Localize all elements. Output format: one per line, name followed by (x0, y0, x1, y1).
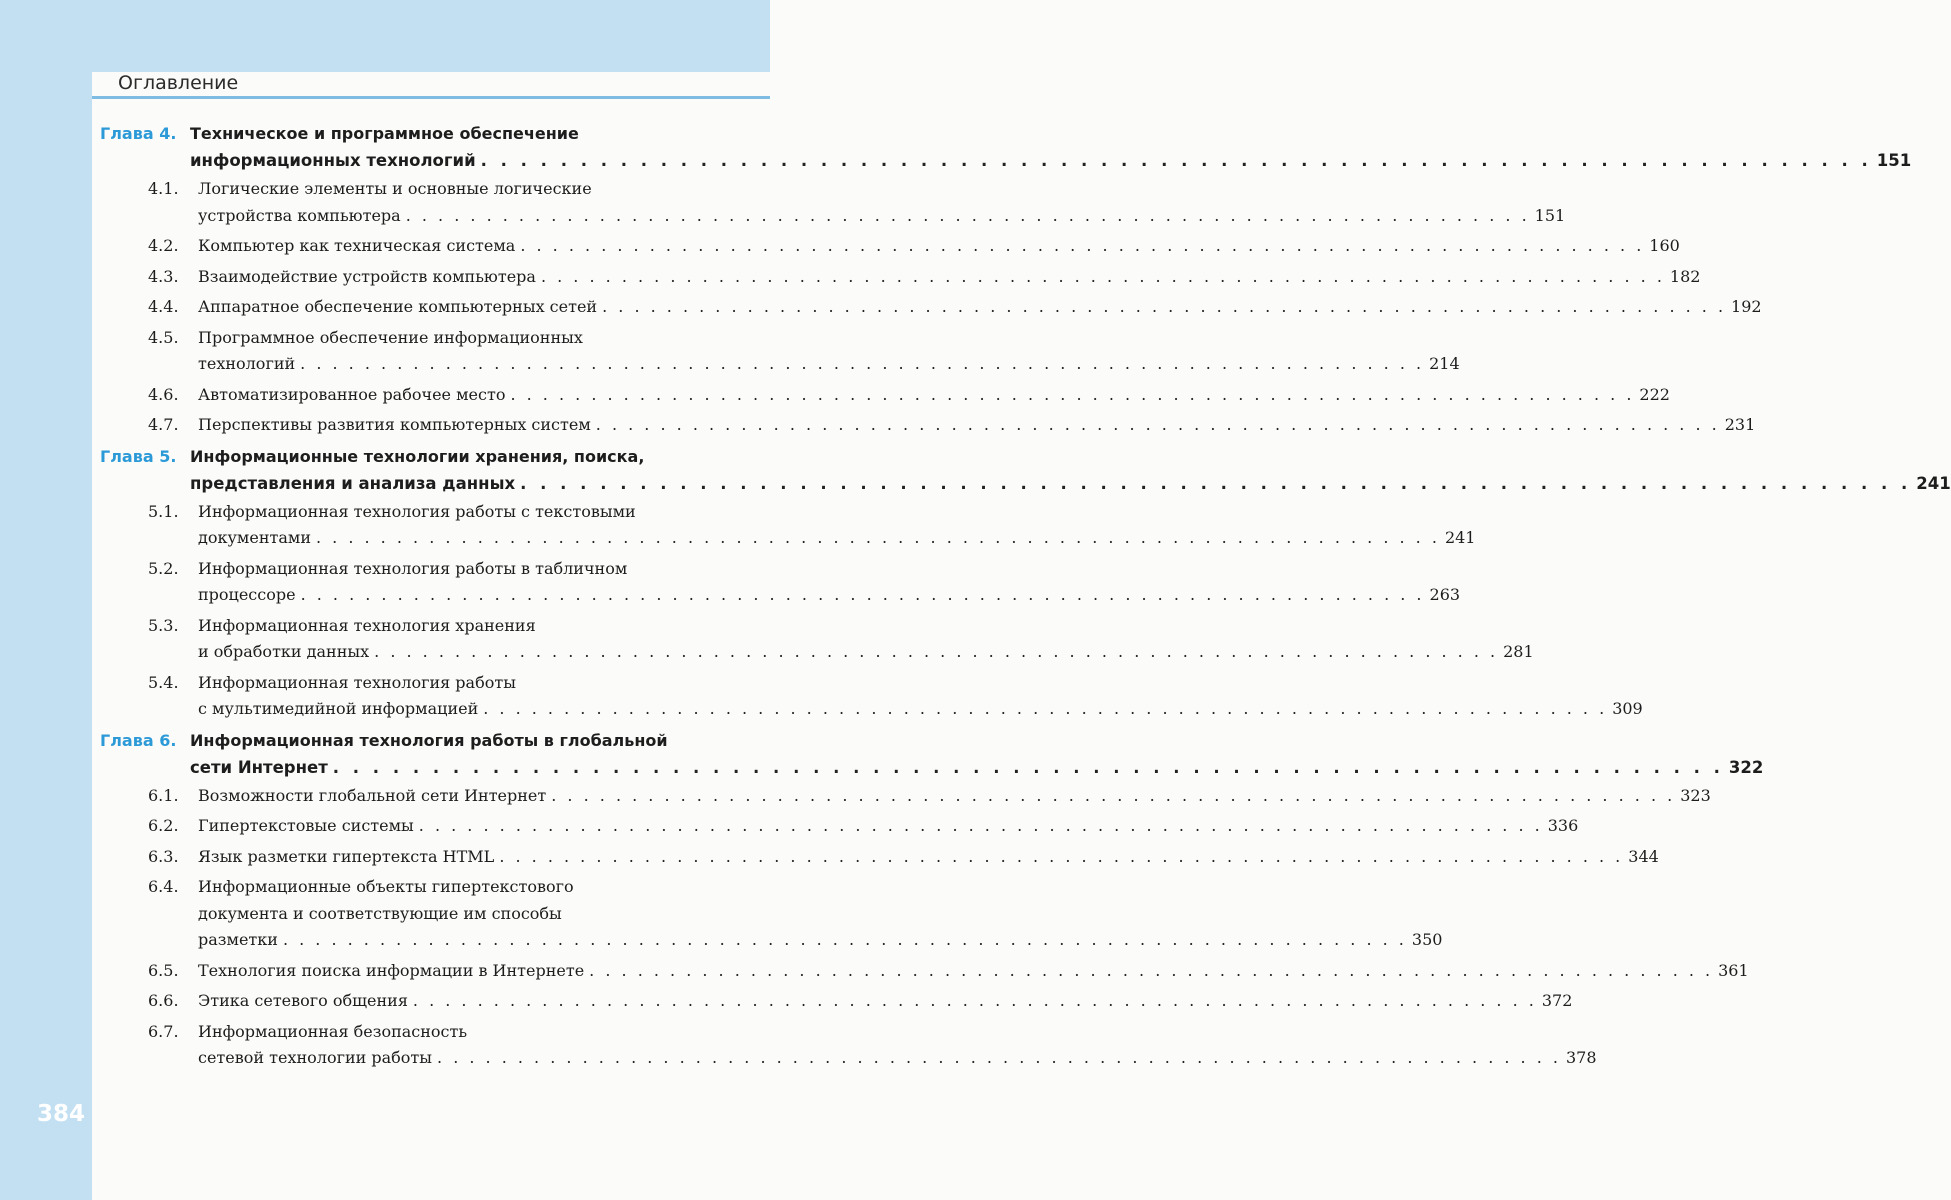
chapter-title-line: Информационная технология работы в глобальной (190, 730, 668, 750)
page-ref: 336 (1547, 816, 1579, 835)
section-title-text: Перспективы развития компьютерных систем (198, 415, 591, 434)
dot-leader: . . . . . . . . . . . . . . . . . . . . . . . . . . . . . . . . . . . . . . . . . . . . . . . . . . . . . . . . . . . . . . . . . . . . . . (520, 473, 1912, 493)
section-title-last-line[interactable] (198, 1045, 1597, 1072)
page-ref: 182 (1669, 266, 1701, 286)
section-title-line: Информационная технология работы с текстовыми (198, 501, 636, 521)
section-number: 6.4. (148, 877, 179, 896)
section-entry (100, 233, 1680, 260)
header-rule (92, 96, 770, 99)
section-title-text: технологий (198, 354, 296, 373)
section-title-text: с мультимедийной информацией (198, 699, 479, 718)
section-title-line: Информационная технология хранения (198, 615, 536, 635)
section-title-last-line[interactable] (198, 351, 1460, 378)
dot-leader: . . . . . . . . . . . . . . . . . . . . . . . . . . . . . . . . . . . . . . . . . . . . . . . . . . . . . . . . . . . . . . . . . . . . . . (551, 785, 1676, 805)
section-entry (100, 1019, 1597, 1072)
page-ref: 350 (1411, 930, 1443, 949)
section-title-last-line[interactable] (198, 783, 1711, 810)
dot-leader: . . . . . . . . . . . . . . . . . . . . . . . . . . . . . . . . . . . . . . . . . . . . . . . . . . . . . . . . . . . . . . . . . . . . . . (540, 266, 1665, 286)
section-entry (100, 958, 1749, 985)
section-entry (100, 382, 1670, 409)
dot-leader: . . . . . . . . . . . . . . . . . . . . . . . . . . . . . . . . . . . . . . . . . . . . . . . . . . . . . . . . . . . . . . . . . . . . . . (589, 960, 1714, 980)
dot-leader: . . . . . . . . . . . . . . . . . . . . . . . . . . . . . . . . . . . . . . . . . . . . . . . . . . . . . . . . . . . . . . . . . . . . . . (374, 642, 1499, 661)
section-title-last-line[interactable] (198, 233, 1680, 260)
section-entry (100, 556, 1461, 609)
section-title-text: Этика сетевого общения (198, 991, 408, 1010)
section-title-text: Гипертекстовые системы (198, 816, 414, 835)
dot-leader: . . . . . . . . . . . . . . . . . . . . . . . . . . . . . . . . . . . . . . . . . . . . . . . . . . . . . . . . . . . . . . . . . . . . . . (300, 354, 1425, 373)
section-number: 4.7. (148, 415, 179, 434)
section-title-text: документами (198, 528, 311, 547)
section-number: 6.6. (148, 991, 179, 1010)
section-entry (100, 325, 1460, 378)
section-title-text: Аппаратное обеспечение компьютерных сетей (198, 297, 598, 316)
page-ref: 361 (1718, 960, 1749, 980)
section-number: 6.1. (148, 785, 179, 805)
dot-leader: . . . . . . . . . . . . . . . . . . . . . . . . . . . . . . . . . . . . . . . . . . . . . . . . . . . . . . . . . . . . . . . . . . . . . . (418, 816, 1543, 835)
section-number: 6.5. (148, 960, 179, 980)
section-title-line: Информационная технология работы (198, 672, 516, 692)
dot-leader: . . . . . . . . . . . . . . . . . . . . . . . . . . . . . . . . . . . . . . . . . . . . . . . . . . . . . . . . . . . . . . . . . . . . . . (437, 1048, 1561, 1067)
section-number: 4.5. (148, 327, 179, 347)
page-ref: 241 (1916, 473, 1951, 493)
dot-leader: . . . . . . . . . . . . . . . . . . . . . . . . . . . . . . . . . . . . . . . . . . . . . . . . . . . . . . . . . . . . . . . . . . . . . . (499, 846, 1624, 866)
section-title-last-line[interactable] (198, 203, 1566, 230)
section-title-last-line[interactable] (198, 525, 1476, 552)
dot-leader: . . . . . . . . . . . . . . . . . . . . . . . . . . . . . . . . . . . . . . . . . . . . . . . . . . . . . . . . . . . . . . . . . . . . . . (510, 384, 1635, 404)
section-title-last-line[interactable] (198, 696, 1643, 723)
section-entry (100, 294, 1762, 321)
section-title-line: Информационная технология работы в табличном (198, 558, 628, 578)
top-color-band (0, 0, 770, 72)
section-number: 5.4. (148, 672, 179, 692)
section-entry (100, 813, 1579, 840)
dot-leader: . . . . . . . . . . . . . . . . . . . . . . . . . . . . . . . . . . . . . . . . . . . . . . . . . . . . . . . . . . . . . . . . . . . . . . (300, 585, 1425, 604)
dot-leader: . . . . . . . . . . . . . . . . . . . . . . . . . . . . . . . . . . . . . . . . . . . . . . . . . . . . . . . . . . . . . . . . . . . . . . (520, 236, 1645, 255)
section-entry (100, 412, 1756, 439)
section-title-last-line[interactable] (198, 988, 1573, 1015)
section-title-last-line[interactable] (198, 927, 1443, 954)
chapter-title-text: представления и анализа данных (190, 473, 516, 493)
dot-leader: . . . . . . . . . . . . . . . . . . . . . . . . . . . . . . . . . . . . . . . . . . . . . . . . . . . . . . . . . . . . . . . . . . . . . . (315, 528, 1440, 547)
dot-leader: . . . . . . . . . . . . . . . . . . . . . . . . . . . . . . . . . . . . . . . . . . . . . . . . . . . . . . . . . . . . . . . . . . . . . . (602, 297, 1727, 316)
section-title-text: Технология поиска информации в Интернете (198, 960, 585, 980)
chapter-title-last-line[interactable] (190, 147, 1912, 174)
left-color-band (0, 0, 92, 1200)
section-title-text: Компьютер как техническая система (198, 236, 516, 255)
section-entry (100, 613, 1534, 666)
section-title-last-line[interactable] (198, 294, 1762, 321)
section-title-text: сетевой технологии работы (198, 1048, 433, 1067)
section-number: 4.1. (148, 179, 179, 198)
section-number: 5.1. (148, 501, 179, 521)
chapter-label: Глава 5. (100, 446, 177, 466)
section-title-last-line[interactable] (198, 264, 1701, 291)
page-ref: 214 (1429, 354, 1460, 373)
section-entry (100, 670, 1643, 723)
page-ref: 241 (1444, 528, 1476, 547)
chapter-title-line: Техническое и программное обеспечение (190, 124, 579, 143)
page-ref: 281 (1503, 642, 1534, 661)
section-title-text: Возможности глобальной сети Интернет (198, 785, 547, 805)
dot-leader: . . . . . . . . . . . . . . . . . . . . . . . . . . . . . . . . . . . . . . . . . . . . . . . . . . . . . . . . . . . . . . . . . . . . . . (332, 757, 1724, 777)
section-number: 4.3. (148, 266, 179, 286)
page-number: 384 (37, 1101, 86, 1127)
section-number: 5.2. (148, 558, 179, 578)
page-ref: 151 (1534, 205, 1566, 225)
dot-leader: . . . . . . . . . . . . . . . . . . . . . . . . . . . . . . . . . . . . . . . . . . . . . . . . . . . . . . . . . . . . . . . . . . . . . . (480, 151, 1872, 170)
section-title-text: устройства компьютера (198, 205, 401, 225)
section-title-last-line[interactable] (198, 582, 1461, 609)
dot-leader: . . . . . . . . . . . . . . . . . . . . . . . . . . . . . . . . . . . . . . . . . . . . . . . . . . . . . . . . . . . . . . . . . . . . . . (405, 205, 1530, 225)
page-ref: 344 (1628, 846, 1659, 866)
page-ref: 322 (1728, 757, 1764, 777)
section-title-last-line[interactable] (198, 958, 1749, 985)
section-title-last-line[interactable] (198, 639, 1534, 666)
chapter-entry (100, 120, 1912, 174)
section-number: 4.4. (148, 297, 179, 316)
section-title-line: Информационная безопасность (198, 1021, 468, 1041)
section-title-last-line[interactable] (198, 382, 1670, 409)
chapter-label: Глава 4. (100, 124, 177, 143)
chapter-entry (100, 443, 1951, 497)
section-title-line: Информационные объекты гипертекстового (198, 877, 574, 896)
section-number: 4.2. (148, 236, 179, 255)
section-entry (100, 176, 1566, 229)
page-ref: 222 (1639, 384, 1670, 404)
chapter-title-last-line[interactable] (190, 470, 1951, 497)
section-title-last-line[interactable] (198, 844, 1659, 871)
section-number: 6.2. (148, 816, 179, 835)
table-of-contents (100, 120, 1951, 1076)
page-ref: 263 (1429, 585, 1461, 604)
section-title-text: Взаимодействие устройств компьютера (198, 266, 536, 286)
dot-leader: . . . . . . . . . . . . . . . . . . . . . . . . . . . . . . . . . . . . . . . . . . . . . . . . . . . . . . . . . . . . . . . . . . . . . . (282, 930, 1407, 949)
page-ref: 160 (1649, 236, 1680, 255)
section-entry (100, 264, 1701, 291)
page-ref: 192 (1731, 297, 1762, 316)
section-title-line: Программное обеспечение информационных (198, 327, 583, 347)
chapter-title-line: Информационные технологии хранения, поиска, (190, 446, 645, 466)
chapter-title-last-line[interactable] (190, 754, 1764, 781)
page-ref: 378 (1565, 1048, 1597, 1067)
section-title-text: Автоматизированное рабочее место (198, 384, 506, 404)
section-title-text: Язык разметки гипертекста HTML (198, 846, 495, 866)
section-entry (100, 499, 1476, 552)
section-title-line: документа и соответствующие им способы (198, 903, 562, 923)
dot-leader: . . . . . . . . . . . . . . . . . . . . . . . . . . . . . . . . . . . . . . . . . . . . . . . . . . . . . . . . . . . . . . . . . . . . . . (483, 699, 1608, 718)
section-title-text: процессоре (198, 585, 296, 604)
running-head-title: Оглавление (118, 72, 239, 94)
section-number: 5.3. (148, 615, 179, 635)
page-ref: 309 (1612, 699, 1643, 718)
section-entry (100, 874, 1443, 954)
section-title-text: разметки (198, 930, 278, 949)
page-ref: 372 (1541, 991, 1573, 1010)
section-entry (100, 988, 1573, 1015)
dot-leader: . . . . . . . . . . . . . . . . . . . . . . . . . . . . . . . . . . . . . . . . . . . . . . . . . . . . . . . . . . . . . . . . . . . . . . (595, 415, 1720, 434)
chapter-label: Глава 6. (100, 730, 177, 750)
section-title-text: и обработки данных (198, 642, 370, 661)
page-ref: 231 (1724, 415, 1756, 434)
chapter-title-text: информационных технологий (190, 151, 476, 170)
page-ref: 151 (1876, 151, 1912, 170)
chapter-title-text: сети Интернет (190, 757, 328, 777)
section-title-last-line[interactable] (198, 813, 1579, 840)
section-title-last-line[interactable] (198, 412, 1756, 439)
section-entry (100, 844, 1659, 871)
section-number: 6.7. (148, 1021, 179, 1041)
dot-leader: . . . . . . . . . . . . . . . . . . . . . . . . . . . . . . . . . . . . . . . . . . . . . . . . . . . . . . . . . . . . . . . . . . . . . . (412, 991, 1537, 1010)
section-title-line: Логические элементы и основные логические (198, 179, 592, 198)
chapter-entry (100, 727, 1764, 781)
page-ref: 323 (1680, 785, 1711, 805)
section-number: 6.3. (148, 846, 179, 866)
section-number: 4.6. (148, 384, 179, 404)
section-entry (100, 783, 1711, 810)
